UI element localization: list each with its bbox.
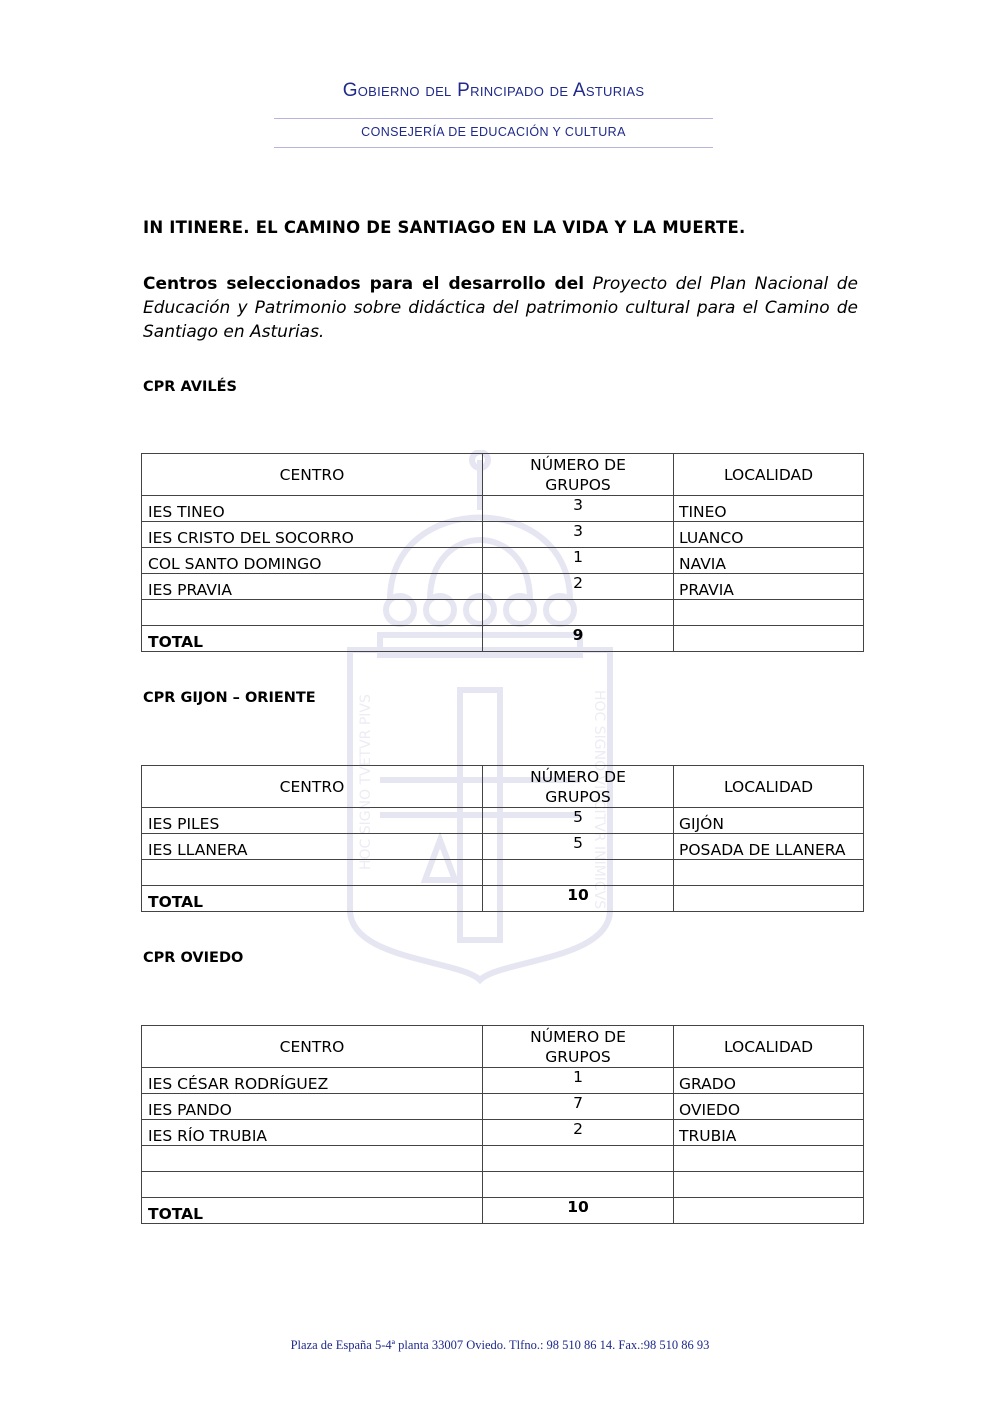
- total-label: TOTAL: [142, 1198, 483, 1224]
- total-value: 9: [483, 626, 674, 652]
- total-value: 10: [483, 1198, 674, 1224]
- centers-table: [141, 765, 864, 912]
- header-localidad: LOCALIDAD: [674, 454, 864, 496]
- table-header-row: [142, 766, 864, 808]
- table-header-row: [142, 1026, 864, 1068]
- cell-localidad: PRAVIA: [674, 574, 864, 600]
- org-name: Gobierno del Principado de Asturias: [342, 80, 645, 101]
- table-row: [142, 1120, 864, 1146]
- header-localidad: LOCALIDAD: [674, 1026, 864, 1068]
- watermark-right-text: HOC SIGNO VINCITVR INIMICVS: [591, 690, 607, 910]
- table-row: [142, 808, 864, 834]
- cell-localidad: GRADO: [674, 1068, 864, 1094]
- section-title: CPR AVILÉS: [143, 379, 237, 395]
- cell-localidad: GIJÓN: [674, 808, 864, 834]
- header-centro: CENTRO: [142, 766, 483, 808]
- centers-table: [141, 453, 864, 652]
- table-row-empty: [142, 1146, 864, 1172]
- table-row: [142, 548, 864, 574]
- footer-address: Plaza de España 5-4ª planta 33007 Oviedo. Tlfno.: 98 510 86 14. Fax.:98 510 86 93: [290, 1338, 710, 1352]
- cell-localidad: OVIEDO: [674, 1094, 864, 1120]
- header-numero: NÚMERO DE GRUPOS: [483, 1026, 674, 1068]
- cell-grupos: 1: [483, 548, 674, 574]
- total-label: TOTAL: [142, 886, 483, 912]
- header-localidad: LOCALIDAD: [674, 766, 864, 808]
- cell-centro: IES PRAVIA: [142, 574, 483, 600]
- cell-grupos: 1: [483, 1068, 674, 1094]
- table-header-row: [142, 454, 864, 496]
- header-numero: NÚMERO DE GRUPOS: [483, 766, 674, 808]
- cell-centro: IES LLANERA: [142, 834, 483, 860]
- cell-centro: IES CRISTO DEL SOCORRO: [142, 522, 483, 548]
- cell-localidad: POSADA DE LLANERA: [674, 834, 864, 860]
- table-total-row: [142, 626, 864, 652]
- header-divider-top: [274, 118, 713, 119]
- cell-centro: IES TINEO: [142, 496, 483, 522]
- cell-localidad: TRUBIA: [674, 1120, 864, 1146]
- watermark-left-text: HOC SIGNO TVETVR PIVS: [358, 694, 374, 870]
- table-total-row: [142, 1198, 864, 1224]
- table-row: [142, 574, 864, 600]
- cell-localidad: TINEO: [674, 496, 864, 522]
- cell-centro: COL SANTO DOMINGO: [142, 548, 483, 574]
- table-row-empty: [142, 860, 864, 886]
- header-numero: NÚMERO DE GRUPOS: [483, 454, 674, 496]
- table-row: [142, 496, 864, 522]
- header-divider-bottom: [274, 147, 713, 148]
- cell-grupos: 5: [483, 834, 674, 860]
- intro-paragraph: [143, 272, 858, 344]
- department-name: CONSEJERÍA DE EDUCACIÓN Y CULTURA: [361, 125, 626, 139]
- table-row-empty: [142, 600, 864, 626]
- total-label: TOTAL: [142, 626, 483, 652]
- cell-centro: IES RÍO TRUBIA: [142, 1120, 483, 1146]
- cell-localidad: NAVIA: [674, 548, 864, 574]
- cell-grupos: 3: [483, 496, 674, 522]
- intro-bold: Centros seleccionados para el desarrollo del: [143, 274, 585, 294]
- section-title: CPR GIJON – ORIENTE: [143, 690, 316, 706]
- table-total-row: [142, 886, 864, 912]
- cell-localidad: LUANCO: [674, 522, 864, 548]
- cell-centro: IES PANDO: [142, 1094, 483, 1120]
- table-row: [142, 834, 864, 860]
- cell-grupos: 7: [483, 1094, 674, 1120]
- cell-grupos: 2: [483, 1120, 674, 1146]
- document-title: IN ITINERE. EL CAMINO DE SANTIAGO EN LA VIDA Y LA MUERTE.: [143, 218, 746, 237]
- section-title: CPR OVIEDO: [143, 950, 244, 966]
- cell-centro: IES CÉSAR RODRÍGUEZ: [142, 1068, 483, 1094]
- centers-table: [141, 1025, 864, 1224]
- cell-grupos: 3: [483, 522, 674, 548]
- cell-grupos: 5: [483, 808, 674, 834]
- intro-italic: Proyecto del Plan Nacional de Educación y Patrimonio sobre didáctica del patrimonio cultural para el Camino de Santiago en Asturias.: [143, 274, 859, 342]
- header-centro: CENTRO: [142, 454, 483, 496]
- cell-grupos: 2: [483, 574, 674, 600]
- cell-centro: IES PILES: [142, 808, 483, 834]
- table-row-empty: [142, 1172, 864, 1198]
- table-row: [142, 522, 864, 548]
- table-row: [142, 1094, 864, 1120]
- table-row: [142, 1068, 864, 1094]
- total-value: 10: [483, 886, 674, 912]
- header-centro: CENTRO: [142, 1026, 483, 1068]
